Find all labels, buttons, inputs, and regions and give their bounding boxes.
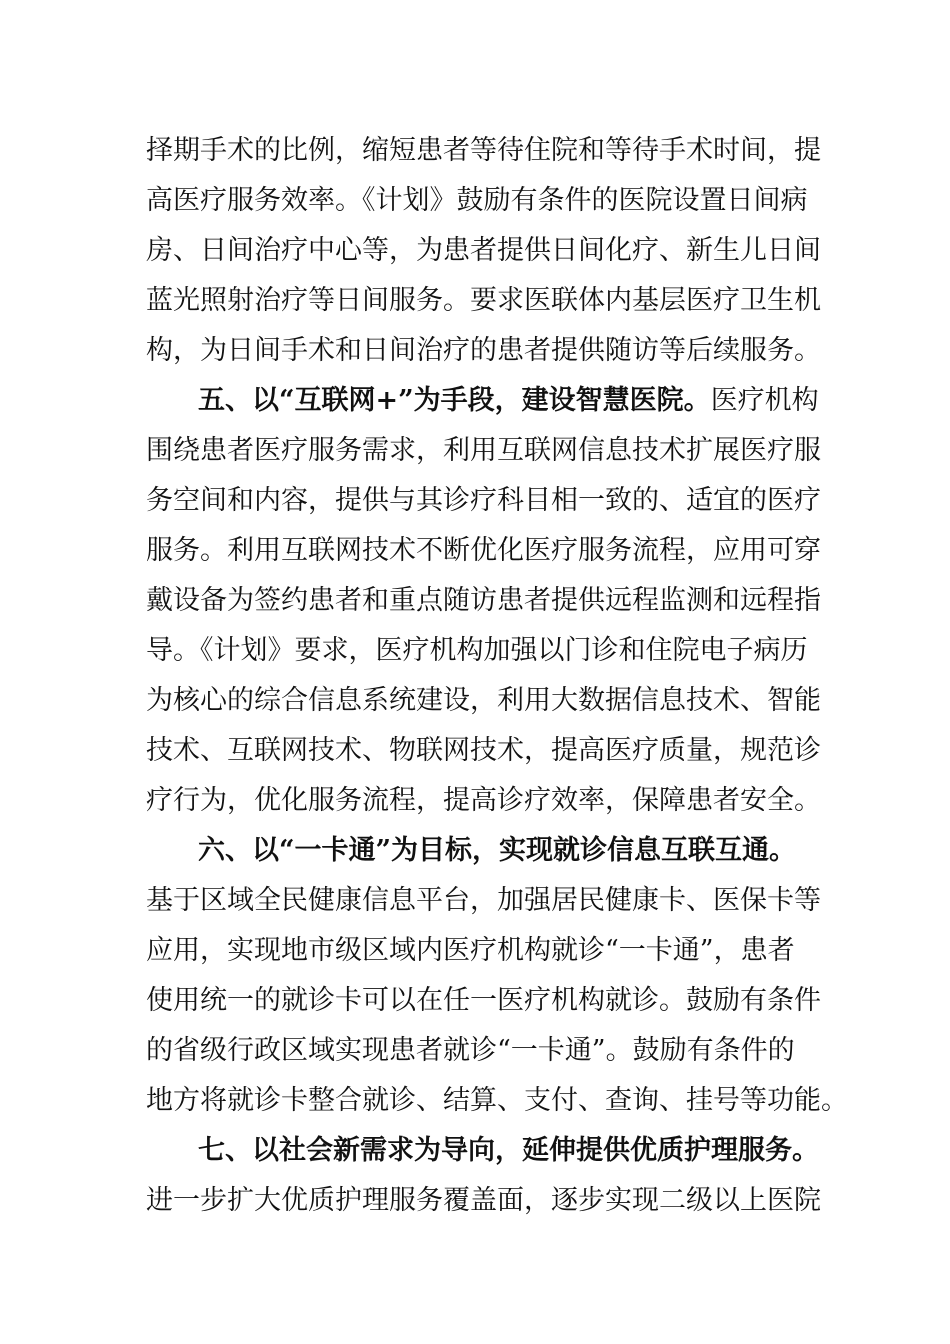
paragraph-line bbox=[146, 576, 821, 626]
line-text: 基于区域全民健康信息平台，加强居民健康卡、医保卡等 bbox=[146, 885, 821, 916]
line-text: 地方将就诊卡整合就诊、结算、支付、查询、挂号等功能。 bbox=[146, 1085, 848, 1116]
line-text: 为核心的综合信息系统建设，利用大数据信息技术、智能 bbox=[146, 685, 821, 716]
line-text: 构，为日间手术和日间治疗的患者提供随访等后续服务。 bbox=[146, 335, 821, 366]
paragraph-line bbox=[146, 326, 821, 376]
paragraph-line bbox=[146, 626, 806, 676]
line-text: 疗行为，优化服务流程，提高诊疗效率，保障患者安全。 bbox=[146, 785, 821, 816]
line-text: 围绕患者医疗服务需求，利用互联网信息技术扩展医疗服 bbox=[146, 435, 821, 466]
line-text: 蓝光照射治疗等日间服务。要求医联体内基层医疗卫生机 bbox=[146, 285, 821, 316]
line-text: 使用统一的就诊卡可以在任一医疗机构就诊。鼓励有条件 bbox=[146, 985, 821, 1016]
line-text: 服务。利用互联网技术不断优化医疗服务流程，应用可穿 bbox=[146, 535, 821, 566]
section-heading: 六、以“一卡通”为目标，实现就诊信息互联互通。 bbox=[198, 835, 797, 866]
paragraph-line bbox=[146, 476, 821, 526]
paragraph-line bbox=[146, 726, 821, 776]
paragraph-line bbox=[146, 1176, 821, 1226]
paragraph-line bbox=[146, 676, 821, 726]
paragraph-line bbox=[146, 126, 821, 176]
paragraph-line bbox=[146, 526, 821, 576]
line-text: 高医疗服务效率。《计划》鼓励有条件的医院设置日间病 bbox=[146, 185, 808, 216]
section-heading: 七、以社会新需求为导向，延伸提供优质护理服务。 bbox=[198, 1135, 819, 1166]
paragraph-line bbox=[146, 176, 806, 226]
paragraph-line bbox=[146, 276, 821, 326]
paragraph-line bbox=[146, 976, 821, 1026]
section-heading: 五、以“互联网+”为手段，建设智慧医院。 bbox=[198, 385, 711, 416]
line-text: 的省级行政区域实现患者就诊“一卡通”。鼓励有条件的 bbox=[146, 1035, 795, 1066]
line-text: 导。《计划》要求，医疗机构加强以门诊和住院电子病历 bbox=[146, 635, 808, 666]
section-heading-line bbox=[146, 376, 819, 426]
line-text: 务空间和内容，提供与其诊疗科目相一致的、适宜的医疗 bbox=[146, 485, 821, 516]
paragraph-line bbox=[146, 926, 806, 976]
paragraph-line bbox=[146, 776, 821, 826]
line-text: 医疗机构 bbox=[710, 385, 819, 416]
paragraph-line bbox=[146, 426, 821, 476]
paragraph-line bbox=[146, 876, 821, 926]
line-text: 应用，实现地市级区域内医疗机构就诊“一卡通”，患者 bbox=[146, 935, 795, 966]
line-text: 择期手术的比例，缩短患者等待住院和等待手术时间，提 bbox=[146, 135, 821, 166]
section-heading-line bbox=[146, 826, 806, 876]
document-body bbox=[146, 126, 848, 1226]
paragraph-line bbox=[146, 1026, 806, 1076]
line-text: 戴设备为签约患者和重点随访患者提供远程监测和远程指 bbox=[146, 585, 821, 616]
line-text: 房、日间治疗中心等，为患者提供日间化疗、新生儿日间 bbox=[146, 235, 821, 266]
line-text: 技术、互联网技术、物联网技术，提高医疗质量，规范诊 bbox=[146, 735, 821, 766]
section-heading-line bbox=[146, 1126, 819, 1176]
paragraph-line bbox=[146, 226, 821, 276]
paragraph-line bbox=[146, 1076, 848, 1126]
line-text: 进一步扩大优质护理服务覆盖面，逐步实现二级以上医院 bbox=[146, 1185, 821, 1216]
